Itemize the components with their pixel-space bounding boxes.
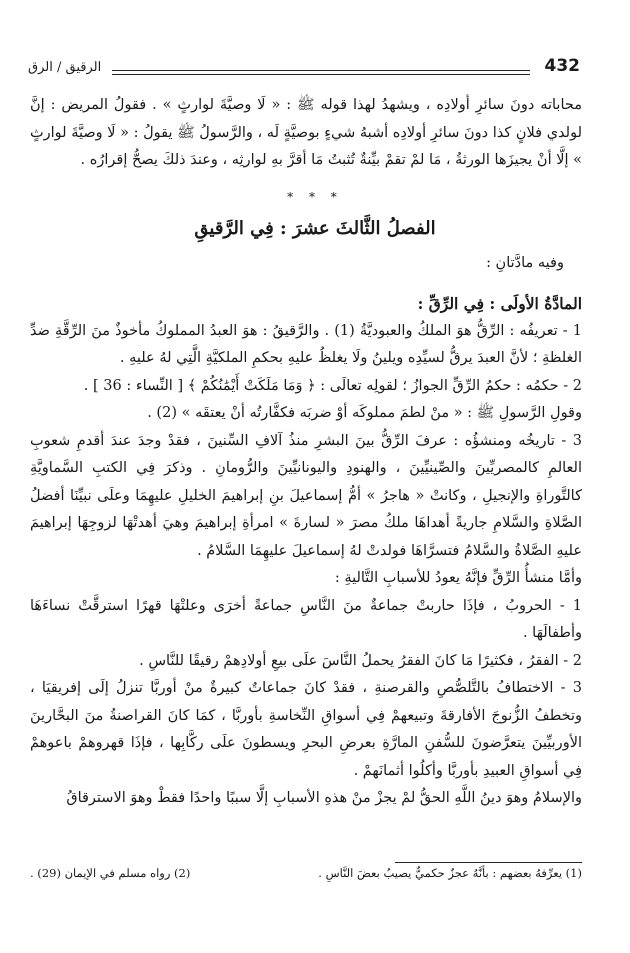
- footnote-1: (1) يعرِّفهُ بعضهم : بأنَّهُ عجزٌ حكميٌّ يصيبُ بعضَ النَّاسِ .: [318, 866, 582, 880]
- running-title: الرقيق / الرق: [28, 60, 102, 75]
- cause-wars: 1 - الحروبُ ، فإذَا حاربتْ جماعةٌ منَ النَّاسِ جماعةً أخرَى وعلتْهَا قهرًا استرقَّتْ نساءَهَا وأطفالَهَا .: [30, 597, 582, 641]
- paragraph-hadith: وقولِ الرَّسولِ ﷺ : « منْ لطمَ مملوكَه أوْ ضربَه فكفَّارتُه أنْ يعتقَه » (2) .: [147, 405, 582, 421]
- section-separator: * * *: [287, 190, 343, 204]
- header-rule: [112, 70, 530, 71]
- page-header: [28, 58, 580, 80]
- page-number: 432: [544, 56, 580, 76]
- footnote-rule: [395, 862, 582, 863]
- footnotes: [30, 866, 582, 880]
- footnote-2: (2) رواه مسلم في الإيمان (29) .: [30, 866, 191, 880]
- paragraph-causes: وأمَّا منشأُ الرِّقِّ فإنَّهُ يعودُ للأسبابِ التَّاليةِ :: [334, 570, 582, 586]
- paragraph-intro: [30, 92, 582, 175]
- paragraph: محاباته دونَ سائرِ أولادِه ، ويشهدُ لهذا قوله ﷺ : « لَا وصيَّةَ لوارثٍ » . فقولُ المريض : إنَّ لولدي فلانٍ كذا دونَ سائرِ أولادِه أشبهُ شيءٍ بوصيَّةٍ لَه ، والرَّسولُ ﷺ يقولُ : « لَا وصيَّةَ لوارثٍ » إلَّا أنْ يجيزَها الورثةُ ، مَا لمْ تقمْ بيِّنةٌ تُثبتُ مَا أقرَّ بهِ لوارثِه ، وعندَ ذلكَ يصحُّ إقرارُه .: [30, 97, 582, 168]
- chapter-intro: وفيه مادَّتانِ :: [486, 255, 564, 271]
- cause-poverty: 2 - الفقرُ ، فكثيرًا مَا كانَ الفقرُ يحملُ النَّاسَ علَى بيعِ أولادِهمْ رقيقًا للنَّاسِ .: [139, 652, 582, 669]
- main-text: [30, 290, 582, 813]
- chapter-title: الفصلُ الثَّالثَ عشرَ : فِي الرَّقيقِ: [194, 218, 436, 239]
- header-rule-thin: [112, 74, 530, 75]
- article-title: المادَّةُ الأولَى : فِي الرِّقِّ :: [417, 294, 582, 313]
- paragraph-history: 3 - تاريخُه ومنشؤُه : عرفَ الرِّقُّ بينَ البشرِ منذُ آلافِ السِّنينَ ، فقدْ وجدَ عندَ أقدمِ شعوبِ العالمِ كالمصريِّينَ والصِّينيِّينَ ، والهنودِ واليونانيِّينَ والرُّومانِ . وذكرَ فِي الكتبِ السَّماويَّةِ كالتَّوراةِ والإنجيلِ ، وكانتْ « هاجرُ » أمُّ إسماعيلَ بنِ إبراهيمَ الخليلِ عليهِمَا وعلَى نبيِّنَا أفضلُ الصَّلاةِ والسَّلامِ جاريةً أهداهَا ملكُ مصرَ « لسارةَ » امرأةِ إبراهيمَ وهيَ أهدتْهَا لزوجِهَا إبراهيمَ عليهِ الصَّلاةُ والسَّلامُ فتسرَّاهَا فولدتْ لهُ إسماعيلَ عليهِمَا السَّلامُ .: [30, 432, 582, 559]
- paragraph-ruling: 2 - حكمُه : حكمُ الرِّقِّ الجوازُ ؛ لقولِه تعالَى : ﴿ وَمَا مَلَكَتْ أَيْمَٰنُكُمْ ﴾ [ النِّساء : 36 ] .: [83, 377, 582, 394]
- paragraph-islam: والإسلامُ وهوَ دينُ اللَّهِ الحقُّ لمْ يجزْ منْ هذهِ الأسبابِ إلَّا سببًا واحدًا فقطْ وهوَ الاسترقاقُ: [66, 790, 582, 806]
- cause-kidnapping: 3 - الاختطافُ بالتَّلصُّصِ والقرصنةِ ، فقدْ كانَ جماعاتٌ كبيرةٌ منْ أوربَّا تنزلُ إلَى إفريقيَا ، وتخطفُ الزُّنوجَ الأفارقةَ وتبيعهمْ فِي أسواقِ النِّخاسةِ بأوربَّا ، كمَا كانَ القراصنةُ منَ البحَّارينَ الأوربيِّينَ يتعرَّضونَ للسُّفنِ المارَّةِ بعرضِ البحرِ ويسطونَ علَى ركَّابِها ، فإذَا قهروهمْ باعوهمْ فِي أسواقِ العبيدِ بأوربَّا وأكلُوا أثمانَهمْ .: [30, 680, 582, 779]
- paragraph-definition: 1 - تعريفُه : الرِّقُّ هوَ الملكُ والعبوديَّةُ (1) . والرَّقيقُ : هوَ العبدُ المملوكُ مأخوذٌ منَ الرِّقَّةِ ضدِّ الغلظةِ ؛ لأنَّ العبدَ يرقُّ لسيِّدِه ويلينُ ولَا يغلظُ عليهِ بحكمِ الملكيَّةِ الَّتِي لهُ عليهِ .: [30, 322, 582, 366]
